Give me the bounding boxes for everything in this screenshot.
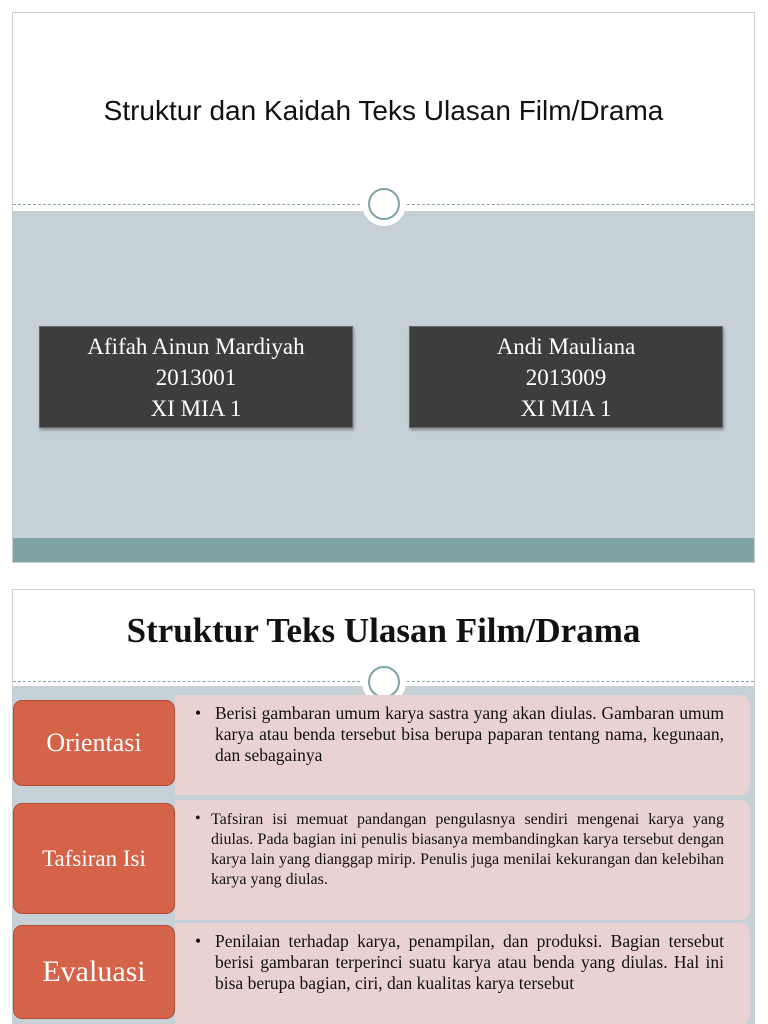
structure-label-evaluasi xyxy=(13,925,175,1019)
structure-desc-evaluasi xyxy=(175,923,750,1024)
slide-1-title: Struktur dan Kaidah Teks Ulasan Film/Drama xyxy=(103,95,664,126)
structure-label-text: Orientasi xyxy=(46,728,142,757)
structure-label-text: Evaluasi xyxy=(42,955,146,988)
bullet-icon: • xyxy=(195,810,201,827)
structure-label-tafsiran-isi xyxy=(13,803,175,914)
structure-label-orientasi xyxy=(13,700,175,786)
slide-2 xyxy=(12,589,755,1024)
author-2-name: Andi Mauliana xyxy=(496,334,636,359)
structure-label-text: Tafsiran Isi xyxy=(42,845,146,871)
structure-desc-text: Penilaian terhadap karya, penampilan, dan produksi. Bagian tersebut berisi gambaran terperinci suatu karya atau benda yang diulas. Hal ini bisa berupa bagian, ciri, dan kualitas karya tersebut xyxy=(215,931,724,993)
slide-2-title: Struktur Teks Ulasan Film/Drama xyxy=(126,611,641,650)
slide-1 xyxy=(12,12,755,563)
author-card-1 xyxy=(39,326,353,428)
ring-inner xyxy=(368,666,400,698)
author-1-name: Afifah Ainun Mardiyah xyxy=(87,334,305,359)
structure-desc-text: Berisi gambaran umum karya sastra yang akan diulas. Gambaran umum karya atau benda tersebut bisa berupa paparan tentang nama, kegunaan, dan sebagainya xyxy=(215,703,724,765)
author-2-class: XI MIA 1 xyxy=(520,396,612,421)
structure-desc-tafsiran-isi xyxy=(175,800,750,920)
author-1-class: XI MIA 1 xyxy=(150,396,242,421)
slide-1-footer-band xyxy=(13,538,754,563)
author-1-id: 2013001 xyxy=(155,365,237,390)
author-2-id: 2013009 xyxy=(525,365,607,390)
structure-desc-orientasi xyxy=(175,695,750,795)
author-card-2 xyxy=(409,326,723,428)
ring-ornament-icon xyxy=(362,182,406,226)
ring-inner xyxy=(368,188,400,220)
bullet-icon: • xyxy=(195,931,202,951)
structure-desc-text: Tafsiran isi memuat pandangan pengulasnya sendiri mengenai karya yang diulas. Pada bagian ini penulis biasanya membandingkan karya tersebut dengan karya lain yang dianggap mirip. Penulis juga menilai kekurangan dan kelebihan karya yang diulas. xyxy=(211,811,724,888)
bullet-icon: • xyxy=(195,703,202,723)
